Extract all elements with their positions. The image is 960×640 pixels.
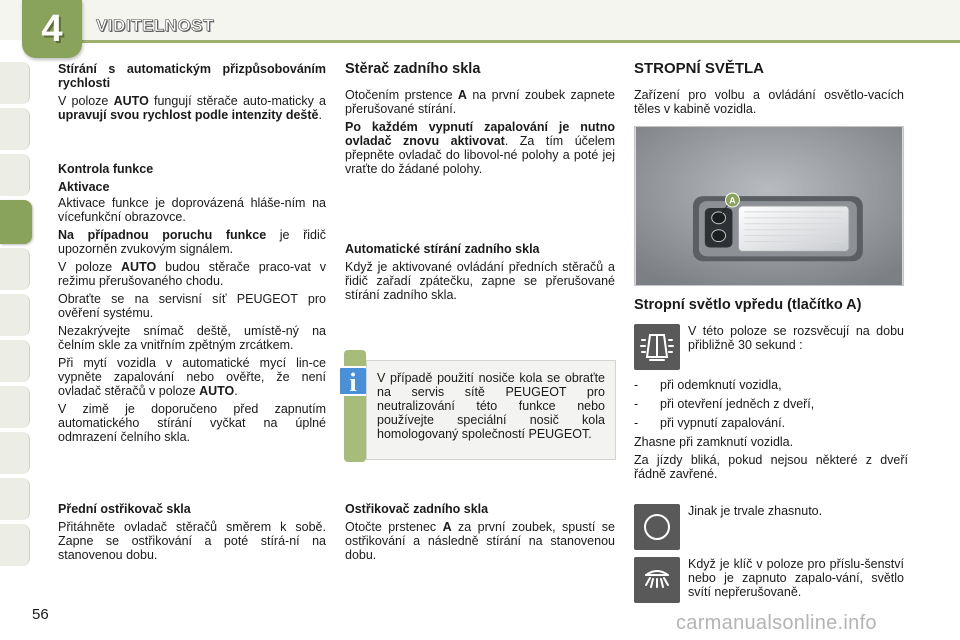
image-label-a: A: [729, 195, 736, 206]
side-tab[interactable]: [0, 386, 30, 428]
column-middle: [345, 62, 615, 180]
ceiling-lamp-photo: [634, 126, 904, 286]
list-item: - při otevření jedněch z dveří,: [634, 397, 908, 411]
paragraph: Když je aktivované ovládání předních stěračů a řidič zařadí zpátečku, zapne se přerušované stírání zadního skla.: [345, 260, 615, 302]
lamp-off-icon: [634, 504, 680, 550]
paragraph: V poloze AUTO fungují stěrače auto-maticky a upravují svou rychlost podle intenzity deště.: [58, 94, 326, 122]
paragraph: Za jízdy bliká, pokud nejsou některé z dveří řádně zavřené.: [634, 453, 908, 481]
paragraph: Zařízení pro volbu a ovládání osvětlo-vacích těles v kabině vozidla.: [634, 88, 904, 116]
paragraph: V této poloze se rozsvěcují na dobu přibližně 30 sekund :: [688, 324, 904, 352]
paragraph: Přitáhněte ovladač stěračů směrem k sobě. Zapne se ostřikování a poté stírá-ní na stanovenou dobu.: [58, 520, 326, 562]
paragraph: Nezakrývejte snímač deště, umístě-ný na čelním skle za vnitřním zpětným zrcátkem.: [58, 324, 326, 352]
column-left-check: [58, 162, 326, 448]
side-tabs: [0, 62, 30, 570]
heading-check: Kontrola funkce: [58, 162, 154, 176]
column-right-front: [634, 298, 908, 316]
heading-rear-washer: Ostřikovač zadního skla: [345, 502, 489, 516]
chapter-title: VIDITELNOST: [96, 16, 214, 35]
paragraph: Zhasne při zamknutí vozidla.: [634, 435, 794, 449]
side-tab[interactable]: [0, 524, 30, 566]
heading-rear-wiper: Stěrač zadního skla: [345, 61, 481, 77]
side-tab[interactable]: [0, 62, 30, 104]
paragraph: V poloze AUTO budou stěrače praco-vat v režimu přerušovaného chodu.: [58, 260, 326, 288]
column-right-list: [634, 378, 908, 485]
list-item: - při odemknutí vozidla,: [634, 378, 908, 392]
on-desc: [688, 557, 904, 603]
header-rule: [30, 40, 960, 43]
paragraph: Jinak je trvale zhasnuto.: [688, 504, 823, 518]
side-tab[interactable]: [0, 154, 30, 196]
heading-auto-wipe: Stírání s automatickým přizpůsobováním rychlosti: [58, 62, 326, 90]
heading-auto-rear: Automatické stírání zadního skla: [345, 242, 540, 256]
front-light-desc: [688, 324, 904, 356]
side-tab[interactable]: [0, 340, 30, 382]
side-tab[interactable]: [0, 478, 30, 520]
paragraph: V zimě je doporučeno před zapnutím automatického stírání vyčkat na úplné odmrazení čelního skla.: [58, 402, 326, 444]
heading-activation: Aktivace: [58, 180, 110, 194]
paragraph: Otočte prstenec A za první zoubek, spustí se ostřikování a následně stírání na stanovenou dobu.: [345, 520, 615, 562]
side-tab[interactable]: [0, 294, 30, 336]
paragraph: Na případnou poruchu funkce je řidič upozorněn zvukovým signálem.: [58, 228, 326, 256]
paragraph: Obraťte se na servisní síť PEUGEOT pro ověření systému.: [58, 292, 326, 320]
column-left: [58, 62, 326, 126]
chapter-tab: [22, 0, 82, 58]
paragraph: Když je klíč v poloze pro příslu-šenství nebo je zapnuto zapalo-vání, světlo svítí nepřerušovaně.: [688, 557, 904, 599]
heading-front-washer: Přední ostřikovač skla: [58, 502, 191, 516]
side-tab-active[interactable]: [0, 200, 32, 244]
side-tab[interactable]: [0, 432, 30, 474]
info-box: V případě použití nosiče kola se obraťte na servis sítě PEUGEOT pro neutralizování této funkce nebo používejte speciální nosič kola homologovaný společností PEUGEOT.: [366, 360, 616, 460]
side-tab[interactable]: [0, 108, 30, 150]
paragraph: Otočením prstence A na první zoubek zapnete přerušované stírání.: [345, 88, 616, 116]
info-icon: i: [338, 366, 368, 396]
column-middle-washer: [345, 502, 615, 566]
door-lamp-icon: [634, 324, 680, 370]
side-tab[interactable]: [0, 248, 30, 290]
heading-front-ceiling-light: Stropní světlo vpředu (tlačítko A): [634, 297, 862, 313]
column-left-washer: [58, 502, 326, 566]
paragraph: Po každém vypnutí zapalování je nutno ovladač znovu aktivovat. Za tím účelem přepněte ovladač do libovol-né polohy a poté jej vraťte do žádané polohy.: [345, 120, 615, 176]
column-right: [634, 62, 904, 120]
lamp-on-icon: [634, 557, 680, 603]
column-middle-auto: [345, 242, 615, 306]
condition-list: [634, 378, 908, 430]
chapter-number: 4: [41, 7, 63, 50]
page-number: 56: [32, 606, 49, 623]
off-desc: [688, 504, 904, 522]
paragraph: Při mytí vozidla v automatické mycí lin-ce vypněte zapalování nebo ověřte, že není ovladač stěračů v poloze AUTO.: [58, 356, 326, 398]
watermark: carmanualsonline.info: [676, 612, 877, 634]
list-item: - při vypnutí zapalování.: [634, 416, 908, 430]
heading-ceiling-lights: STROPNÍ SVĚTLA: [634, 60, 765, 77]
paragraph: Aktivace funkce je doprovázená hláše-ním na vícefunkční obrazovce.: [58, 196, 326, 224]
